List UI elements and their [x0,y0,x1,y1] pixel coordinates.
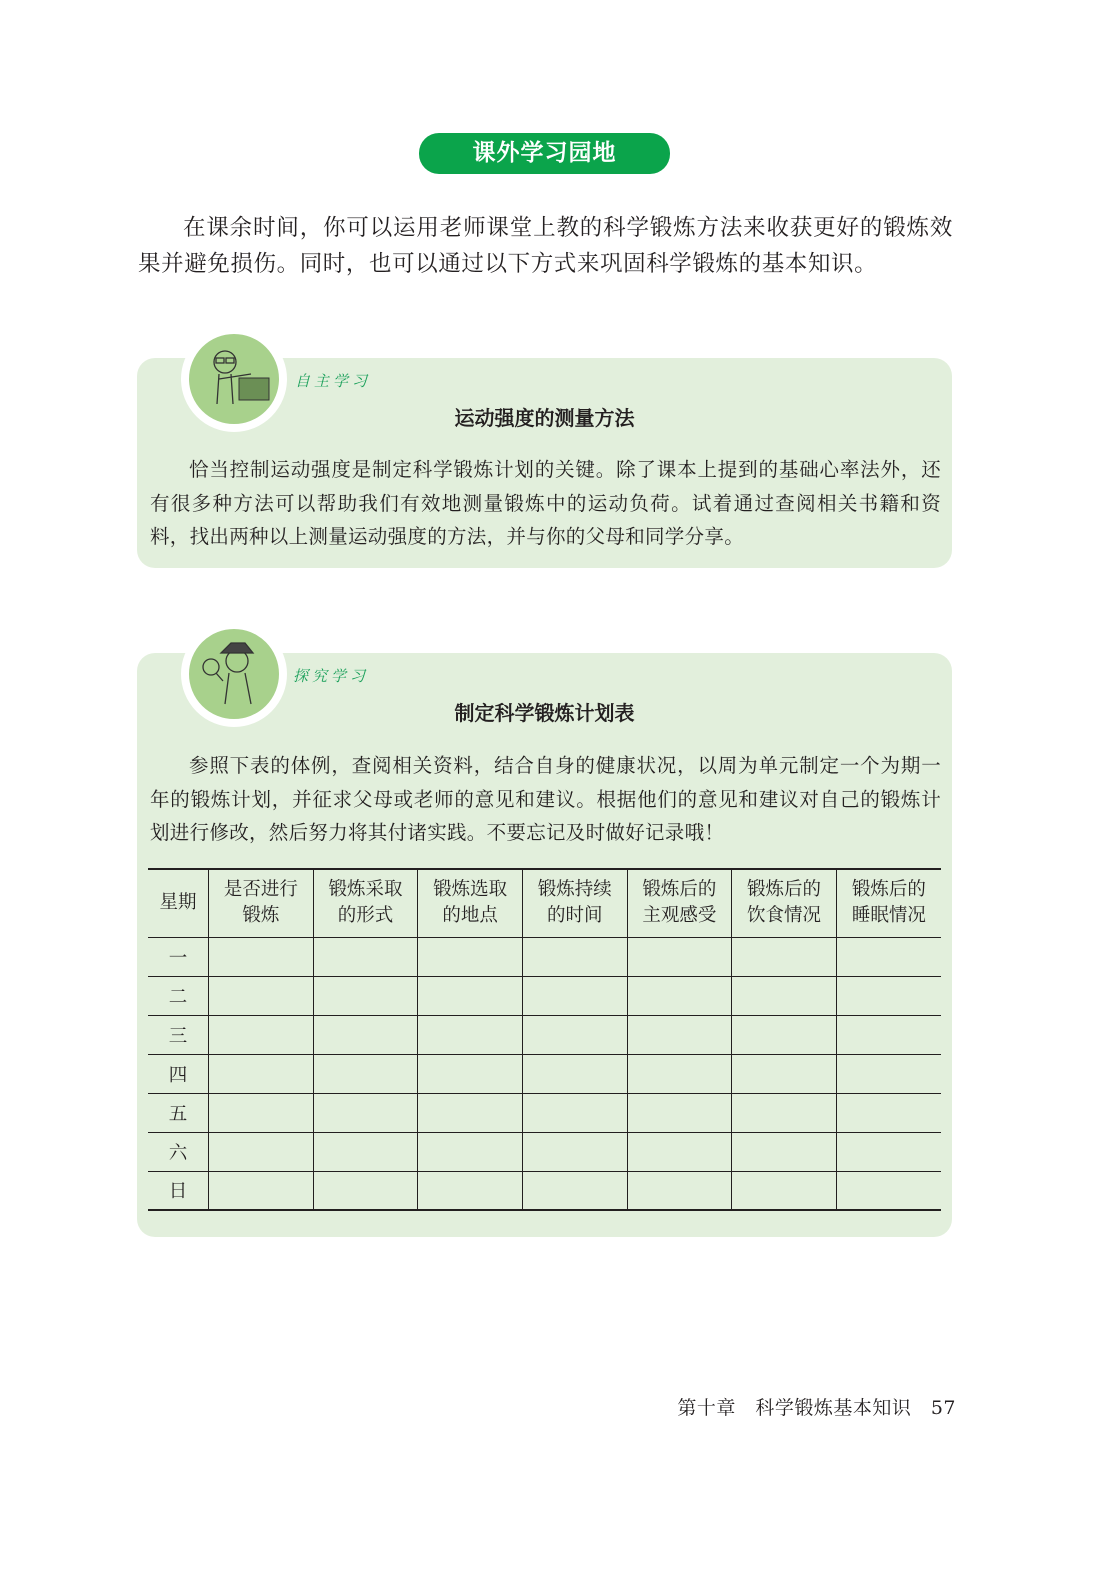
empty-cell [732,1132,837,1171]
column-header: 锻炼选取 的地点 [418,869,523,937]
empty-cell [522,1132,627,1171]
column-header: 是否进行 锻炼 [209,869,314,937]
table-row [148,1171,941,1210]
empty-cell [209,937,314,976]
column-header: 锻炼持续 的时间 [522,869,627,937]
column-header: 锻炼后的 饮食情况 [732,869,837,937]
empty-cell [418,937,523,976]
column-header: 锻炼采取 的形式 [313,869,418,937]
empty-cell [836,1171,941,1210]
table-row [148,937,941,976]
table-row [148,976,941,1015]
section-banner: 课外学习园地 [419,133,670,174]
empty-cell [732,976,837,1015]
empty-cell [313,1093,418,1132]
empty-cell [522,1054,627,1093]
inquiry-study-panel [137,653,952,1237]
empty-cell [313,976,418,1015]
empty-cell [836,1132,941,1171]
empty-cell [209,1171,314,1210]
empty-cell [418,1015,523,1054]
section-title: 运动强度的测量方法 [454,406,635,430]
empty-cell [209,1132,314,1171]
empty-cell [522,937,627,976]
empty-cell [836,1054,941,1093]
day-cell: 六 [168,1142,188,1164]
intro-paragraph: 在课余时间，你可以运用老师课堂上教的科学锻炼方法来收获更好的锻炼效果并避免损伤。同时，也可以通过以下方式来巩固科学锻炼的基本知识。 [138,215,953,277]
day-cell: 一 [168,947,188,969]
empty-cell [418,976,523,1015]
empty-cell [209,1054,314,1093]
section-body: 参照下表的体例，查阅相关资料，结合自身的健康状况，以周为单元制定一个为期一年的锻炼计划，并征求父母或老师的意见和建议。根据他们的意见和建议对自己的锻炼计划进行修改，然后努力将其付诸实践。不要忘记及时做好记录哦！ [150,754,941,844]
section-tag: 自主学习 [295,372,372,390]
exercise-plan-table [148,868,941,1211]
empty-cell [732,1015,837,1054]
empty-cell [313,937,418,976]
empty-cell [522,1171,627,1210]
empty-cell [418,1132,523,1171]
empty-cell [732,1171,837,1210]
column-header: 星期 [159,892,197,914]
day-cell: 三 [168,1025,188,1047]
empty-cell [209,976,314,1015]
empty-cell [313,1054,418,1093]
column-header: 锻炼后的 主观感受 [627,869,732,937]
empty-cell [732,937,837,976]
empty-cell [627,976,732,1015]
table-row [148,1015,941,1054]
day-cell: 二 [168,986,188,1008]
empty-cell [313,1132,418,1171]
empty-cell [732,1093,837,1132]
empty-cell [627,1093,732,1132]
table-header-row [148,869,941,937]
empty-cell [836,976,941,1015]
empty-cell [627,1171,732,1210]
empty-cell [418,1171,523,1210]
empty-cell [313,1171,418,1210]
empty-cell [836,1015,941,1054]
day-cell: 日 [168,1181,188,1203]
empty-cell [627,1015,732,1054]
empty-cell [522,1015,627,1054]
empty-cell [836,937,941,976]
empty-cell [627,1054,732,1093]
self-study-panel [137,358,952,568]
empty-cell [627,1132,732,1171]
empty-cell [732,1054,837,1093]
table-row [148,1132,941,1171]
table-row [148,1093,941,1132]
empty-cell [418,1054,523,1093]
table-row [148,1054,941,1093]
empty-cell [209,1015,314,1054]
day-cell: 四 [168,1064,188,1086]
empty-cell [313,1015,418,1054]
day-cell: 五 [168,1103,188,1125]
empty-cell [522,976,627,1015]
empty-cell [522,1093,627,1132]
section-title: 制定科学锻炼计划表 [454,701,635,725]
page-footer: 第十章 科学锻炼基本知识 57 [677,1397,956,1419]
empty-cell [418,1093,523,1132]
empty-cell [627,937,732,976]
section-body: 恰当控制运动强度是制定科学锻炼计划的关键。除了课本上提到的基础心率法外，还有很多种方法可以帮助我们有效地测量锻炼中的运动负荷。试着通过查阅相关书籍和资料，找出两种以上测量运动强度的方法，并与你的父母和同学分享。 [150,458,941,548]
empty-cell [209,1093,314,1132]
column-header: 锻炼后的 睡眠情况 [836,869,941,937]
section-tag: 探究学习 [293,667,370,685]
empty-cell [836,1093,941,1132]
